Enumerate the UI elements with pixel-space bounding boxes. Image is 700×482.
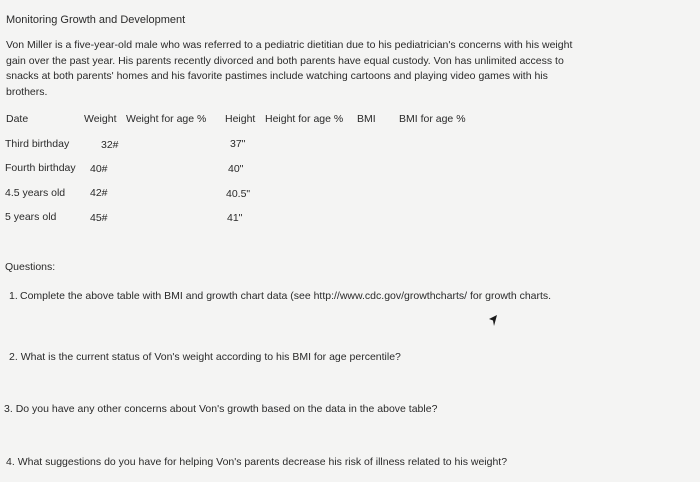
row-weight: 32# (101, 139, 119, 151)
row-height: 40" (228, 163, 244, 175)
row-weight: 45# (90, 212, 108, 224)
row-date: Third birthday (5, 138, 70, 150)
row-date: Fourth birthday (5, 162, 76, 174)
header-date: Date (6, 113, 29, 125)
row-height: 40.5" (226, 188, 251, 200)
case-description: Von Miller is a five-year-old male who was referred to a pediatric dietitian due to his pediatrician's concerns with his weight gain over the past year. His parents recently divorced and both parents have equal custody. Von has unlimited access to snacks at both parents' homes and his favorite pastimes include watching cartoons and playing video games with his brothers. (6, 39, 573, 98)
row-height: 37" (230, 138, 246, 150)
row-date: 4.5 years old (5, 187, 66, 199)
question-4 (6, 456, 507, 468)
header-weight-for-age: Weight for age % (126, 113, 207, 125)
question-text: Do you have any other concerns about Von's growth based on the data in the above table? (15, 403, 438, 415)
document-title: Monitoring Growth and Development (6, 14, 186, 26)
question-number: 2. (9, 351, 18, 363)
mouse-pointer-icon (487, 314, 499, 328)
header-bmi-for-age: BMI for age % (399, 113, 466, 125)
row-weight: 42# (90, 187, 108, 199)
header-height: Height (225, 113, 256, 125)
row-weight: 40# (90, 163, 108, 175)
question-number: 4. (6, 456, 15, 468)
question-text: What suggestions do you have for helping Von's parents decrease his risk of illness related to his weight? (17, 456, 508, 468)
question-number: 3. (4, 403, 13, 415)
header-height-for-age: Height for age % (265, 113, 344, 125)
questions-heading: Questions: (5, 261, 56, 273)
header-bmi: BMI (357, 113, 376, 125)
question-number: 1. (9, 290, 18, 302)
row-height: 41" (227, 212, 243, 224)
question-3 (4, 403, 437, 415)
question-text: What is the current status of Von's weight according to his BMI for age percentile? (20, 351, 401, 363)
question-text: Complete the above table with BMI and growth chart data (see http://www.cdc.gov/growthcharts/ for growth charts. (20, 290, 552, 302)
row-date: 5 years old (5, 211, 57, 223)
question-1 (9, 289, 569, 304)
question-2 (9, 351, 401, 363)
header-weight: Weight (84, 113, 117, 125)
